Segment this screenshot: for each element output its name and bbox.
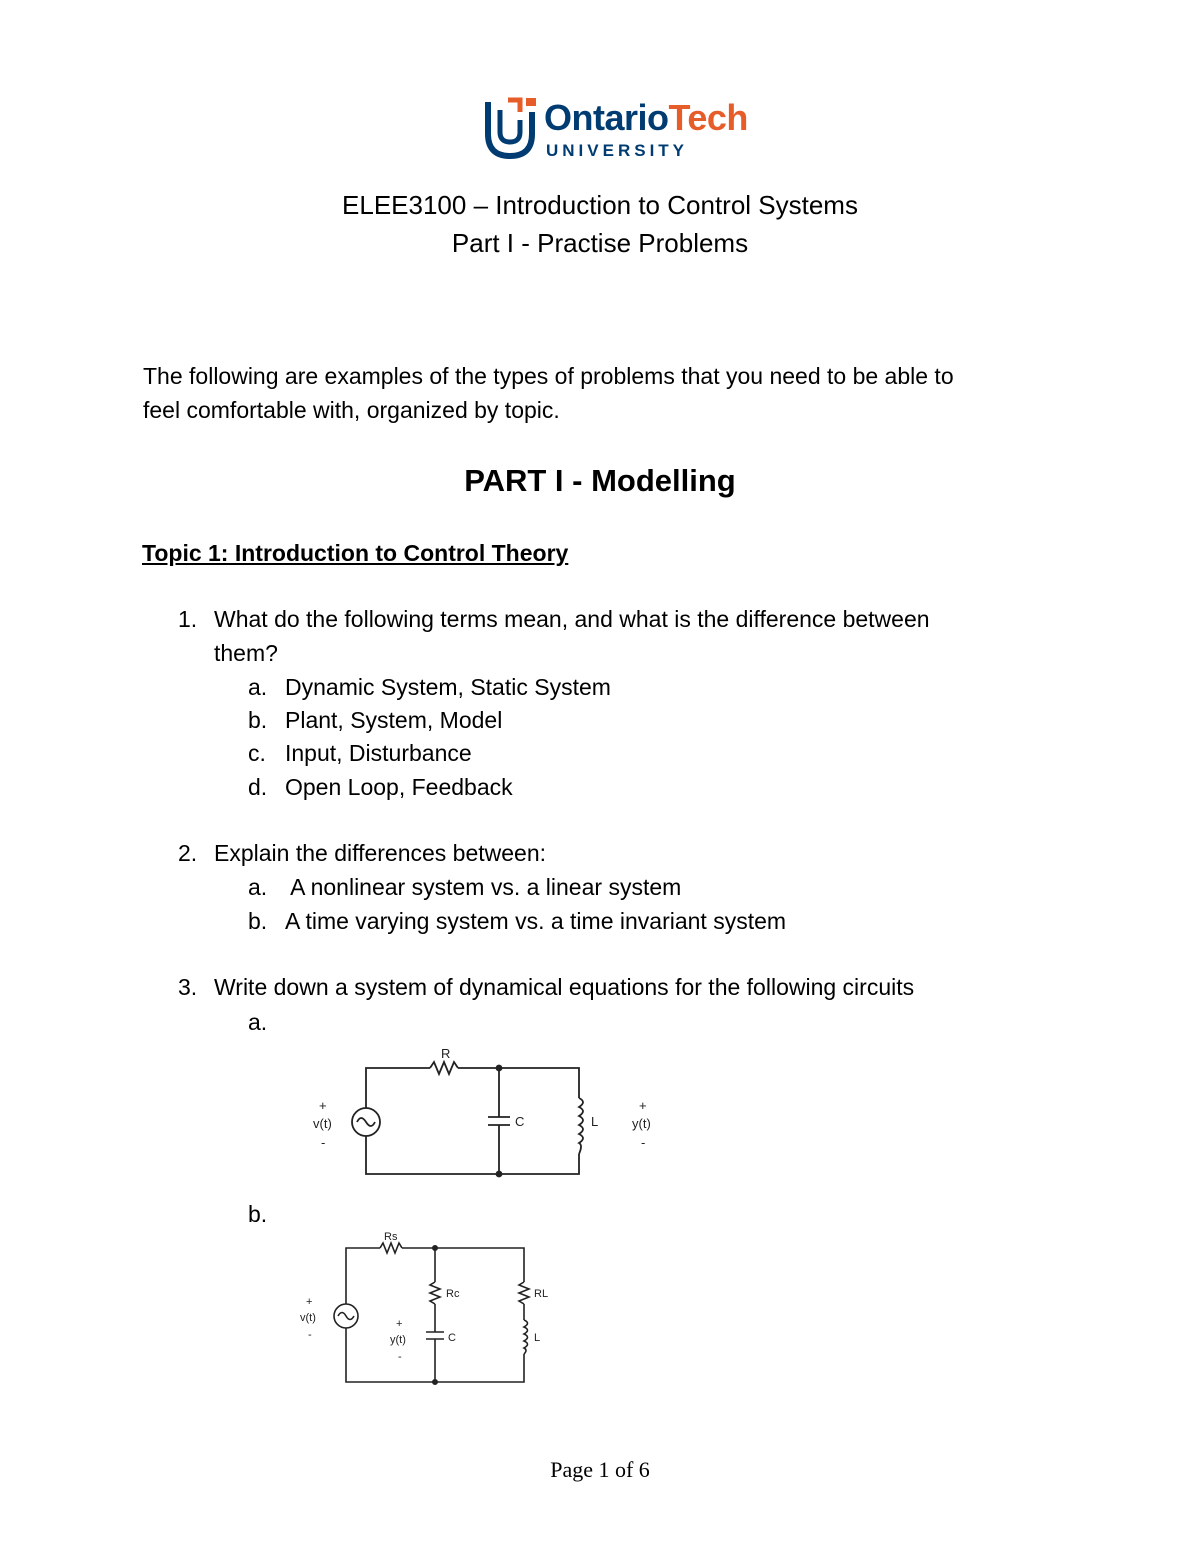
question-text-line: What do the following terms mean, and what is the difference between	[214, 606, 930, 632]
resistor-label: R	[441, 1046, 451, 1061]
course-title: ELEE3100 – Introduction to Control Systems	[342, 190, 858, 220]
page-footer: Page 1 of 6	[550, 1457, 650, 1482]
node-dot	[497, 1066, 502, 1071]
question-text-line: Write down a system of dynamical equations for the following circuits	[214, 974, 915, 1000]
intro-paragraph	[143, 359, 1063, 427]
node-dot	[497, 1172, 502, 1177]
input-plus: +	[306, 1296, 313, 1308]
inductor-icon	[579, 1098, 583, 1154]
output-label: y(t)	[390, 1334, 406, 1346]
question-number: 3.	[178, 974, 198, 1000]
node-dot	[433, 1380, 437, 1384]
document-subtitle: Part I - Practise Problems	[451, 228, 749, 258]
resistor-l-label: RL	[534, 1288, 549, 1300]
inductor-icon	[524, 1320, 528, 1354]
output-minus: -	[398, 1351, 402, 1363]
capacitor-label: C	[448, 1332, 456, 1344]
topic-heading: Topic 1: Introduction to Control Theory	[142, 540, 569, 566]
intro-line-1: The following are examples of the types of problems that you need to be able to	[143, 363, 954, 389]
logo-word-ontario: Ontario	[544, 97, 669, 138]
question-number: 2.	[178, 840, 198, 866]
sub-letter: b.	[248, 707, 268, 733]
sub-item-text: A time varying system vs. a time invariant system	[285, 908, 787, 934]
sub-item-text: Dynamic System, Static System	[285, 674, 611, 700]
wire	[346, 1248, 380, 1304]
question-text-line: Explain the differences between:	[214, 840, 547, 866]
input-label: v(t)	[313, 1116, 332, 1131]
sub-letter: b.	[248, 908, 268, 934]
wire	[402, 1248, 524, 1282]
output-plus: +	[396, 1318, 403, 1330]
resistor-icon	[430, 1282, 440, 1304]
inductor-label: L	[534, 1332, 541, 1344]
logo-word-tech: Tech	[668, 97, 748, 138]
node-dot	[433, 1246, 437, 1250]
resistor-icon	[519, 1282, 529, 1304]
output-minus: -	[641, 1135, 646, 1150]
question-text-line: them?	[214, 640, 278, 666]
university-logo	[482, 96, 762, 164]
input-plus: +	[319, 1098, 327, 1113]
sub-item-text: Open Loop, Feedback	[285, 774, 513, 800]
sub-item-text: Plant, System, Model	[285, 707, 503, 733]
resistor-icon	[430, 1062, 458, 1074]
input-minus: -	[308, 1329, 312, 1341]
input-label: v(t)	[300, 1312, 316, 1324]
logo-emblem-icon	[482, 96, 542, 162]
input-minus: -	[321, 1135, 326, 1150]
question-number: 1.	[178, 606, 198, 632]
inductor-label: L	[591, 1114, 599, 1129]
sub-letter: b.	[248, 1201, 268, 1227]
intro-line-2: feel comfortable with, organized by topic.	[143, 397, 560, 423]
sub-letter: a.	[248, 1009, 268, 1035]
wire	[366, 1136, 579, 1174]
sub-item-text: Input, Disturbance	[285, 740, 472, 766]
resistor-s-label: Rs	[384, 1231, 398, 1243]
logo-university: UNIVERSITY	[546, 141, 689, 160]
sub-letter: d.	[248, 774, 268, 800]
resistor-c-label: Rc	[446, 1288, 460, 1300]
output-plus: +	[639, 1098, 647, 1113]
circuit-diagram-b	[296, 1228, 576, 1388]
wire	[366, 1068, 430, 1108]
sub-letter: c.	[248, 740, 266, 766]
logo-wordmark	[544, 98, 748, 138]
ac-source-wave	[357, 1118, 375, 1126]
part-heading: PART I - Modelling	[464, 463, 736, 498]
capacitor-label: C	[515, 1114, 525, 1129]
sub-item-text: A nonlinear system vs. a linear system	[285, 874, 682, 900]
ac-source-wave	[338, 1313, 354, 1320]
output-label: y(t)	[632, 1116, 651, 1131]
sub-letter: a.	[248, 674, 268, 700]
resistor-icon	[380, 1243, 402, 1253]
wire	[458, 1068, 579, 1098]
sub-letter: a.	[248, 874, 268, 900]
circuit-diagram-a	[305, 1044, 665, 1184]
